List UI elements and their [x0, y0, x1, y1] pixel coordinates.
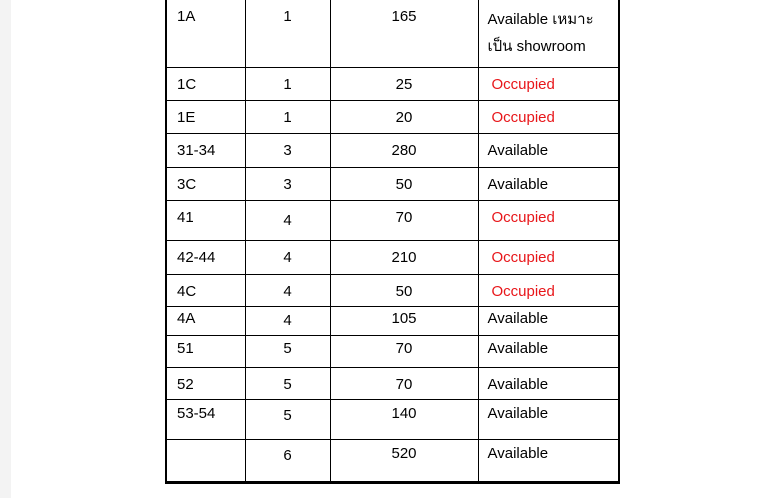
status-cell: Occupied: [478, 275, 618, 307]
floor-cell: 4: [245, 201, 330, 241]
table-row: [167, 0, 618, 68]
room-cell: 4A: [167, 307, 245, 336]
size-cell: 25: [330, 68, 478, 101]
status-cell: Available: [478, 336, 618, 368]
table-row: [167, 201, 618, 241]
size-cell: 20: [330, 101, 478, 134]
table-row: [167, 368, 618, 400]
table-row: [167, 241, 618, 275]
floor-cell: 1: [245, 101, 330, 134]
floor-cell: 1: [245, 0, 330, 68]
floor-cell: 1: [245, 68, 330, 101]
floor-cell: 4: [245, 241, 330, 275]
size-cell: 140: [330, 400, 478, 440]
room-cell: 3C: [167, 168, 245, 201]
size-cell: 210: [330, 241, 478, 275]
floor-cell: 4: [245, 307, 330, 336]
table-row: [167, 101, 618, 134]
table-row: [167, 275, 618, 307]
room-cell: 51: [167, 336, 245, 368]
status-cell: Available: [478, 134, 618, 168]
room-cell: 31-34: [167, 134, 245, 168]
table-row: [167, 134, 618, 168]
floor-cell: 5: [245, 400, 330, 440]
size-cell: 50: [330, 168, 478, 201]
size-cell: 520: [330, 440, 478, 482]
table-row: [167, 400, 618, 440]
table-row: [167, 68, 618, 101]
table-row: [167, 336, 618, 368]
floor-cell: 4: [245, 275, 330, 307]
status-cell: Available: [478, 400, 618, 440]
document-page: [165, 0, 620, 484]
size-cell: 165: [330, 0, 478, 68]
room-cell: 52: [167, 368, 245, 400]
size-cell: 70: [330, 201, 478, 241]
status-cell: Occupied: [478, 201, 618, 241]
room-cell: 1E: [167, 101, 245, 134]
size-cell: 105: [330, 307, 478, 336]
status-cell: Available เหมาะ เป็น showroom: [478, 0, 618, 68]
room-cell: 1C: [167, 68, 245, 101]
size-cell: 280: [330, 134, 478, 168]
table-row: [167, 307, 618, 336]
room-cell: [167, 440, 245, 482]
table-row: [167, 440, 618, 482]
floor-cell: 3: [245, 168, 330, 201]
size-cell: 50: [330, 275, 478, 307]
status-cell: Available: [478, 307, 618, 336]
status-cell: Occupied: [478, 68, 618, 101]
room-cell: 1A: [167, 0, 245, 68]
floor-cell: 5: [245, 336, 330, 368]
floor-cell: 5: [245, 368, 330, 400]
status-cell: Available: [478, 440, 618, 482]
room-cell: 42-44: [167, 241, 245, 275]
floor-cell: 6: [245, 440, 330, 482]
table-row: [167, 168, 618, 201]
viewer-gutter: [0, 0, 11, 498]
room-cell: 53-54: [167, 400, 245, 440]
room-availability-table: [167, 0, 618, 482]
size-cell: 70: [330, 336, 478, 368]
status-cell: Available: [478, 368, 618, 400]
size-cell: 70: [330, 368, 478, 400]
status-cell: Occupied: [478, 241, 618, 275]
status-cell: Available: [478, 168, 618, 201]
status-cell: Occupied: [478, 101, 618, 134]
room-cell: 41: [167, 201, 245, 241]
room-cell: 4C: [167, 275, 245, 307]
floor-cell: 3: [245, 134, 330, 168]
